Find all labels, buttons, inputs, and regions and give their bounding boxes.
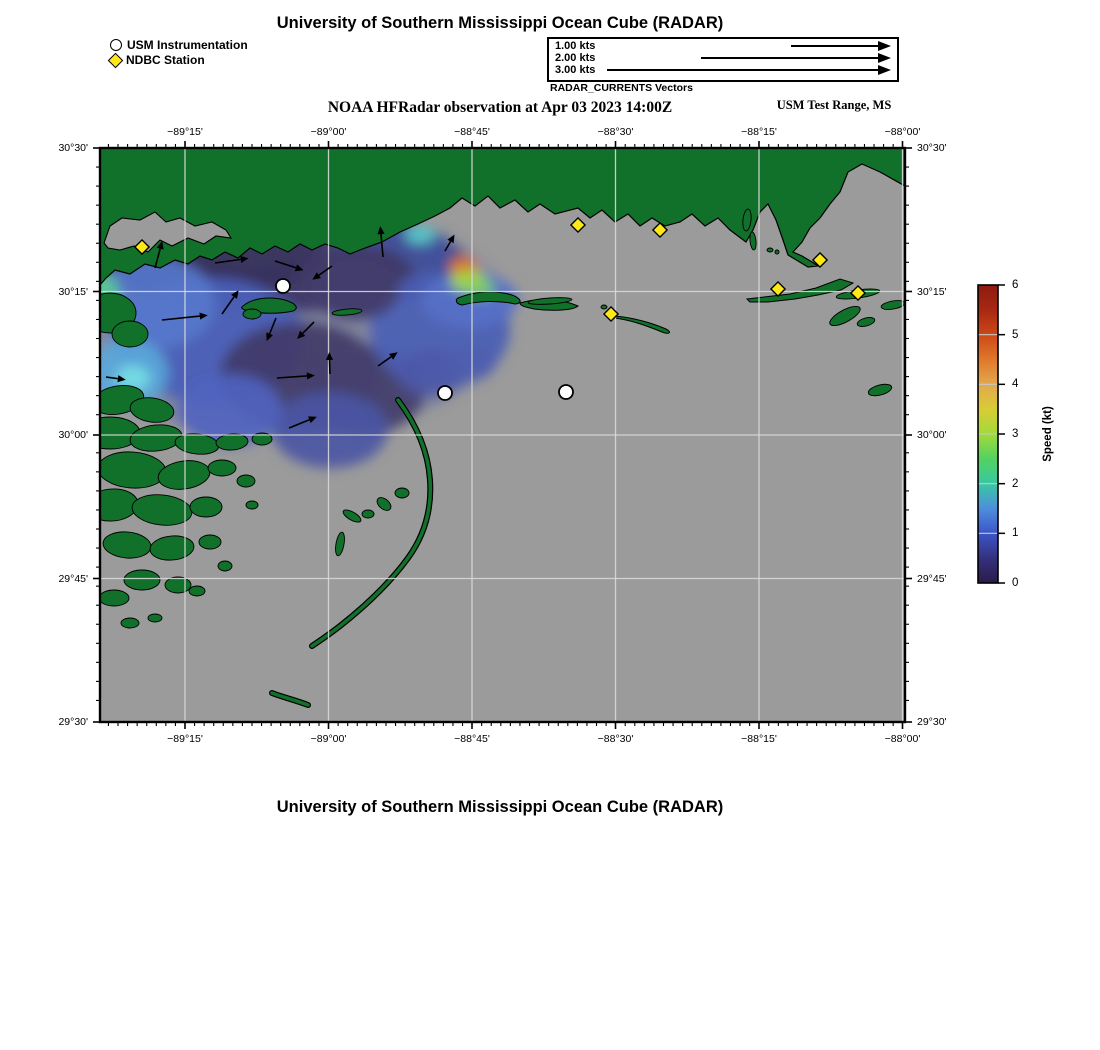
x-tick-label-top: −88°30' bbox=[597, 126, 634, 138]
y-tick-label-left: 30°30' bbox=[58, 142, 88, 154]
marsh-island bbox=[218, 561, 232, 571]
x-tick-label-top: −88°45' bbox=[454, 126, 490, 138]
vector-scale-line bbox=[607, 69, 879, 70]
speed-field-blob bbox=[405, 226, 435, 244]
y-tick-label-left: 29°45' bbox=[58, 572, 88, 585]
vector-arrowhead-icon bbox=[878, 53, 891, 63]
vector-scale-row bbox=[549, 64, 897, 76]
colorbar-tick-label: 5 bbox=[1012, 328, 1019, 341]
x-tick-label-bottom: −89°00' bbox=[310, 733, 347, 745]
x-tick-label-top: −88°15' bbox=[741, 126, 777, 138]
usm-instrumentation-marker bbox=[559, 385, 573, 399]
marsh-island bbox=[148, 614, 162, 622]
y-tick-label-right: 29°30' bbox=[917, 716, 947, 728]
y-tick-label-right: 30°30' bbox=[917, 142, 947, 154]
marsh-island bbox=[112, 321, 148, 347]
x-tick-label-top: −89°15' bbox=[167, 126, 203, 138]
marsh-island bbox=[189, 586, 205, 596]
colorbar-tick-label: 1 bbox=[1012, 527, 1019, 540]
x-tick-label-bottom: −89°15' bbox=[167, 733, 203, 745]
barrier-island bbox=[362, 510, 374, 518]
y-tick-label-right: 30°00' bbox=[917, 429, 947, 441]
observation-subtitle: NOAA HFRadar observation at Apr 03 2023 14:00Z bbox=[327, 99, 673, 116]
vector-scale-box bbox=[547, 37, 899, 82]
colorbar-axis-label: Speed (kt) bbox=[1042, 406, 1054, 462]
colorbar-tick-label: 4 bbox=[1012, 378, 1019, 391]
vector-scale-line bbox=[701, 57, 879, 58]
vector-box-caption: RADAR_CURRENTS Vectors bbox=[550, 82, 693, 94]
barrier-island bbox=[601, 305, 607, 309]
usm-instrumentation-marker bbox=[276, 279, 290, 293]
vector-scale-label-1: 1.00 kts bbox=[555, 40, 596, 52]
page-title: University of Southern Mississippi Ocean Cube (RADAR) bbox=[276, 14, 724, 32]
footer-title: University of Southern Mississippi Ocean Cube (RADAR) bbox=[276, 798, 724, 816]
colorbar bbox=[978, 285, 998, 583]
legend-usm-label: USM Instrumentation bbox=[127, 38, 248, 52]
x-tick-label-bottom: −88°45' bbox=[454, 733, 490, 745]
marsh-island bbox=[208, 460, 236, 476]
marsh-island bbox=[99, 590, 129, 606]
colorbar-tick-label: 2 bbox=[1012, 477, 1019, 490]
x-tick-label-top: −88°00' bbox=[884, 126, 921, 138]
barrier-island bbox=[243, 309, 261, 319]
vector-arrowhead-icon bbox=[878, 65, 891, 75]
usm-instrumentation-marker bbox=[438, 386, 452, 400]
y-tick-label-right: 29°45' bbox=[917, 572, 947, 585]
y-tick-label-left: 29°30' bbox=[58, 716, 88, 728]
vector-arrowhead-icon bbox=[878, 41, 891, 51]
vector-scale-row bbox=[549, 40, 897, 52]
x-tick-label-bottom: −88°15' bbox=[741, 733, 777, 745]
map-canvas bbox=[100, 148, 905, 722]
barrier-island bbox=[395, 488, 409, 498]
marsh-island bbox=[121, 618, 139, 628]
speed-field-blob bbox=[444, 345, 496, 381]
marsh-island bbox=[165, 577, 191, 593]
test-range-label: USM Test Range, MS bbox=[776, 98, 892, 112]
colorbar-tick-label: 6 bbox=[1012, 279, 1019, 291]
legend-ndbc-label: NDBC Station bbox=[126, 53, 205, 67]
marsh-island bbox=[199, 535, 221, 549]
speed-field-blob bbox=[272, 392, 388, 468]
legend-row-usm bbox=[110, 38, 248, 52]
x-tick-label-bottom: −88°30' bbox=[597, 733, 634, 745]
y-tick-label-left: 30°15' bbox=[58, 285, 88, 298]
legend-row-ndbc bbox=[110, 53, 205, 67]
vector-scale-row bbox=[549, 52, 897, 64]
marsh-island bbox=[124, 570, 160, 590]
y-tick-label-left: 30°00' bbox=[58, 429, 88, 441]
marsh-island bbox=[246, 501, 258, 509]
usm-instrumentation-icon bbox=[110, 39, 122, 51]
vector-scale-label-2: 2.00 kts bbox=[555, 52, 596, 64]
marsh-island bbox=[237, 475, 255, 487]
barrier-island bbox=[767, 248, 773, 252]
colorbar-tick-label: 0 bbox=[1012, 577, 1019, 589]
barrier-island bbox=[775, 250, 779, 254]
x-tick-label-top: −89°00' bbox=[310, 126, 347, 138]
ndbc-station-icon bbox=[108, 52, 124, 68]
y-tick-label-right: 30°15' bbox=[917, 285, 947, 298]
marsh-island bbox=[190, 497, 222, 517]
x-tick-label-bottom: −88°00' bbox=[884, 733, 921, 745]
vector-scale-line bbox=[791, 45, 879, 46]
vector-scale-label-3: 3.00 kts bbox=[555, 64, 596, 76]
colorbar-tick-label: 3 bbox=[1012, 428, 1019, 440]
